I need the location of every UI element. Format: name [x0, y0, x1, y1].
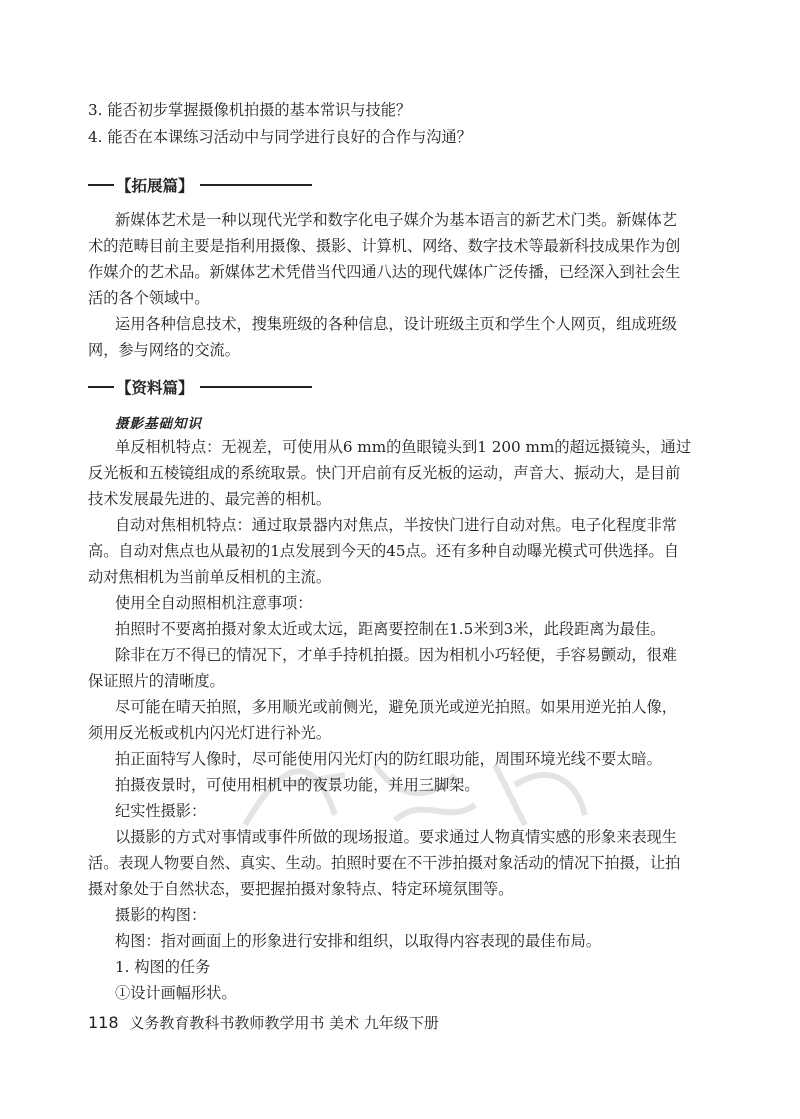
resources-line: 摄影的构图： — [115, 906, 207, 924]
extension-paragraph-line: 作媒介的艺术品。新媒体艺术凭借当代四通八达的现代媒体广泛传播，已经深入到社会生 — [88, 263, 681, 281]
resources-line: 单反相机特点：无视差，可使用从6 mm的鱼眼镜头到1 200 mm的超远摄镜头，通过 — [115, 438, 692, 456]
heading-rule-right — [200, 184, 312, 186]
resources-line: 拍摄夜景时，可使用相机中的夜景功能，并用三脚架。 — [115, 776, 480, 794]
resources-line: ①设计画幅形状。 — [115, 984, 237, 1002]
extension-paragraph-line: 术的范畴目前主要是指利用摄像、摄影、计算机、网络、数字技术等最新科技成果作为创 — [88, 237, 681, 255]
resources-line: 活。表现人物要自然、真实、生动。拍照时要在不干涉拍摄对象活动的情况下拍摄，让拍 — [88, 854, 681, 872]
resources-line: 保证照片的清晰度。 — [88, 672, 225, 690]
extension-paragraph-line: 活的各个领域中。 — [88, 289, 210, 307]
resources-line: 高。自动对焦点也从最初的1点发展到今天的45点。还有多种自动曝光模式可供选择。自 — [88, 542, 679, 560]
extension-heading — [88, 175, 312, 195]
heading-rule-right — [200, 386, 312, 388]
resources-line: 技术发展最先进的、最完善的相机。 — [88, 490, 331, 508]
resources-line: 使用全自动照相机注意事项： — [115, 594, 313, 612]
heading-rule-left — [88, 386, 114, 388]
intro-item-4: 4. 能否在本课练习活动中与同学进行良好的合作与沟通？ — [88, 128, 472, 146]
resources-line: 1. 构图的任务 — [115, 958, 211, 976]
resources-line: 反光板和五棱镜组成的系统取景。快门开启前有反光板的运动，声音大、振动大，是目前 — [88, 464, 681, 482]
resources-subheading: 摄影基础知识 — [115, 416, 202, 432]
page-footer — [88, 1012, 439, 1033]
book-title: 义务教育教科书教师教学用书 美术 九年级下册 — [129, 1014, 439, 1032]
resources-line: 须用反光板或机内闪光灯进行补光。 — [88, 724, 331, 742]
resources-line: 以摄影的方式对事情或事件所做的现场报道。要求通过人物真情实感的形象来表现生 — [115, 828, 677, 846]
resources-line: 纪实性摄影： — [115, 802, 207, 820]
resources-line: 尽可能在晴天拍照，多用顺光或前侧光，避免顶光或逆光拍照。如果用逆光拍人像， — [115, 698, 677, 716]
resources-heading-text: 【资料篇】 — [116, 379, 194, 397]
resources-line: 构图：指对画面上的形象进行安排和组织，以取得内容表现的最佳布局。 — [115, 932, 601, 950]
extension-paragraph-line: 网，参与网络的交流。 — [88, 341, 240, 359]
resources-line: 自动对焦相机特点：通过取景器内对焦点，半按快门进行自动对焦。电子化程度非常 — [115, 516, 677, 534]
resources-line: 除非在万不得已的情况下，才单手持机拍摄。因为相机小巧轻便，手容易颤动，很难 — [115, 646, 677, 664]
extension-heading-text: 【拓展篇】 — [116, 177, 194, 195]
intro-item-3: 3. 能否初步掌握摄像机拍摄的基本常识与技能？ — [88, 101, 412, 119]
page-number: 118 — [88, 1013, 119, 1032]
extension-paragraph-line: 运用各种信息技术，搜集班级的各种信息，设计班级主页和学生个人网页，组成班级 — [115, 315, 677, 333]
resources-heading — [88, 377, 312, 397]
resources-line: 摄对象处于自然状态，要把握拍摄对象特点、特定环境氛围等。 — [88, 880, 514, 898]
extension-paragraph-line: 新媒体艺术是一种以现代光学和数字化电子媒介为基本语言的新艺术门类。新媒体艺 — [115, 211, 677, 229]
resources-line: 拍正面特写人像时，尽可能使用闪光灯内的防红眼功能，周围环境光线不要太暗。 — [115, 750, 662, 768]
heading-rule-left — [88, 184, 114, 186]
resources-line: 动对焦相机为当前单反相机的主流。 — [88, 568, 331, 586]
resources-line: 拍照时不要离拍摄对象太近或太远，距离要控制在1.5米到3米，此段距离为最佳。 — [115, 620, 666, 638]
